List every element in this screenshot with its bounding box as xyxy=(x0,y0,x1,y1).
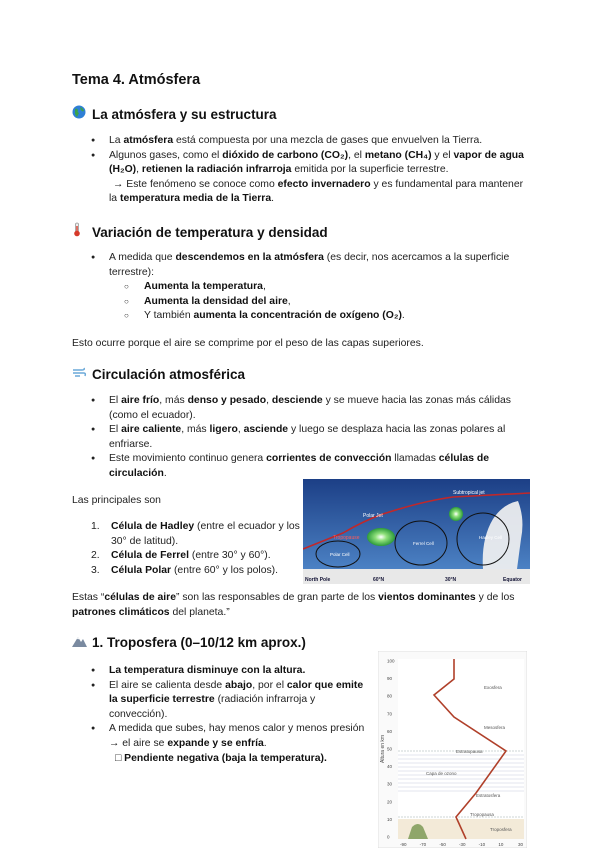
y-tick-label: 80 xyxy=(387,693,393,699)
y-tick-label: 40 xyxy=(387,764,393,770)
x-tick-label: -10 xyxy=(478,842,486,847)
circulation-list xyxy=(91,394,523,482)
list-item: ● La temperatura disminuye con la altura. xyxy=(91,664,373,679)
principal-label: Las principales son xyxy=(72,495,161,506)
layer-label: Estratopausa xyxy=(456,749,483,754)
list-item: ● La atmósfera está compuesta por una mezcla de gases que envuelven la Tierra. xyxy=(91,134,531,149)
ferrel-cell-label: Ferrel Cell xyxy=(413,541,434,546)
section-heading-structure: La atmósfera y su estructura xyxy=(72,105,277,122)
section-heading-circulation: Circulación atmosférica xyxy=(72,366,245,382)
list-item: ● El aire frío, más denso y pesado, desciende y se mueve hacia las zonas más cálidas (como el ecuador). xyxy=(91,394,523,423)
layer-label: Estratosfera xyxy=(476,793,501,798)
mountain-icon xyxy=(72,635,88,650)
temperature-profile-chart xyxy=(378,651,527,848)
x-tick-label: -50 xyxy=(439,842,446,847)
subtropical-jet-label: Subtropical jet xyxy=(453,490,485,496)
page-title: Tema 4. Atmósfera xyxy=(72,72,201,88)
y-tick-label: 100 xyxy=(387,658,395,664)
cells-closing-text: Estas “células de aire” son las responsables de gran parte de los vientos dominantes y de los patrones climáticos del planeta.” xyxy=(72,592,515,618)
subtropical-jet-blob xyxy=(449,507,463,521)
y-tick-label: 70 xyxy=(387,711,393,717)
troposphere-list xyxy=(91,664,373,766)
thermometer-icon xyxy=(72,222,88,240)
list-item: ● Este movimiento continuo genera corrientes de convección llamadas células de circulación. xyxy=(91,452,523,481)
wind-icon xyxy=(72,366,88,382)
north-pole-label: North Pole xyxy=(305,577,331,583)
hadley-cell-label: Hadley Cell xyxy=(479,535,503,540)
lat60-label: 60°N xyxy=(373,577,385,583)
polar-cell-label: Polar Cell xyxy=(330,552,350,557)
y-tick-label: 10 xyxy=(387,816,393,822)
ground xyxy=(303,569,530,584)
list-item: 1. Célula de Hadley (entre el ecuador y los 30° de latitud). xyxy=(91,521,300,547)
sub-list-item: ○ Aumenta la temperatura, xyxy=(124,280,521,295)
x-tick-label: 10 xyxy=(498,842,504,847)
list-item: ● A medida que descendemos en la atmósfera (es decir, nos acercamos a la superficie terrestre): ○ Aumenta la temperatura, ○ Aumenta la densidad del aire, ○ Y también aumenta la concentración de oxígeno (O₂). xyxy=(91,251,521,324)
list-item: ● El aire se calienta desde abajo, por el calor que emite la superficie terrestre (radiación infrarroja y convección). xyxy=(91,679,373,723)
list-item: ● El aire caliente, más ligero, asciende y luego se desplaza hacia las zonas polares al enfriarse. xyxy=(91,423,523,452)
globe-icon xyxy=(72,105,88,122)
y-tick-label: 30 xyxy=(387,781,393,787)
y-tick-label: 0 xyxy=(387,834,390,840)
y-tick-label: 90 xyxy=(387,676,393,682)
ozone-label: Capa de ozono xyxy=(426,771,457,776)
section-heading-temperature: Variación de temperatura y densidad xyxy=(72,222,328,240)
equator-label: Equator xyxy=(503,577,522,583)
compression-note: Esto ocurre porque el aire se comprime por el peso de las capas superiores. xyxy=(72,338,424,349)
temperature-list xyxy=(91,251,521,324)
layer-label: Exosfera xyxy=(484,685,502,690)
sub-list-item: ○ Aumenta la densidad del aire, xyxy=(124,295,521,310)
layer-label: Troposfera xyxy=(490,827,512,832)
y-tick-label: 60 xyxy=(387,728,393,734)
sub-list-item: ○ Y también aumenta la concentración de oxígeno (O₂). xyxy=(124,309,521,324)
polar-jet-label: Polar Jet xyxy=(363,513,383,519)
structure-list xyxy=(91,134,531,207)
list-item: 3. Célula Polar (entre 60° y los polos). xyxy=(91,564,279,576)
cells-list xyxy=(91,520,301,578)
section-heading-troposphere: 1. Troposfera (0–10/12 km aprox.) xyxy=(72,635,306,650)
circulation-cells-diagram xyxy=(303,479,530,584)
y-tick-label: 50 xyxy=(387,746,393,752)
tropopause-label: Tropopause xyxy=(333,535,360,541)
y-tick-label: 20 xyxy=(387,799,393,805)
polar-jet-blob xyxy=(367,528,395,546)
x-tick-label: -30 xyxy=(459,842,466,847)
list-item: ● A medida que subes, hay menos calor y menos presión → el aire se expande y se enfría. □ Pendiente negativa (baja la temperatura). xyxy=(91,722,373,766)
list-item: 2. Célula de Ferrel (entre 30° y 60°). xyxy=(91,550,271,562)
x-tick-label: -70 xyxy=(419,842,427,847)
lat30-label: 30°N xyxy=(445,577,457,583)
x-tick-label: 30 xyxy=(518,842,524,847)
layer-label: Tropopausa xyxy=(470,812,494,817)
list-item: ● Algunos gases, como el dióxido de carbono (CO₂), el metano (CH₄) y el vapor de agua (H₂O), retienen la radiación infrarroja emitida por la superficie terrestre. → Este fenómeno se conoce como efecto invernadero y es fundamental para mantener la temperatura media de la Tierra. xyxy=(91,149,531,207)
layer-label: Mesosfera xyxy=(484,725,506,730)
y-axis-label: Altura en km xyxy=(380,734,386,763)
x-tick-label: -90 xyxy=(400,842,407,847)
